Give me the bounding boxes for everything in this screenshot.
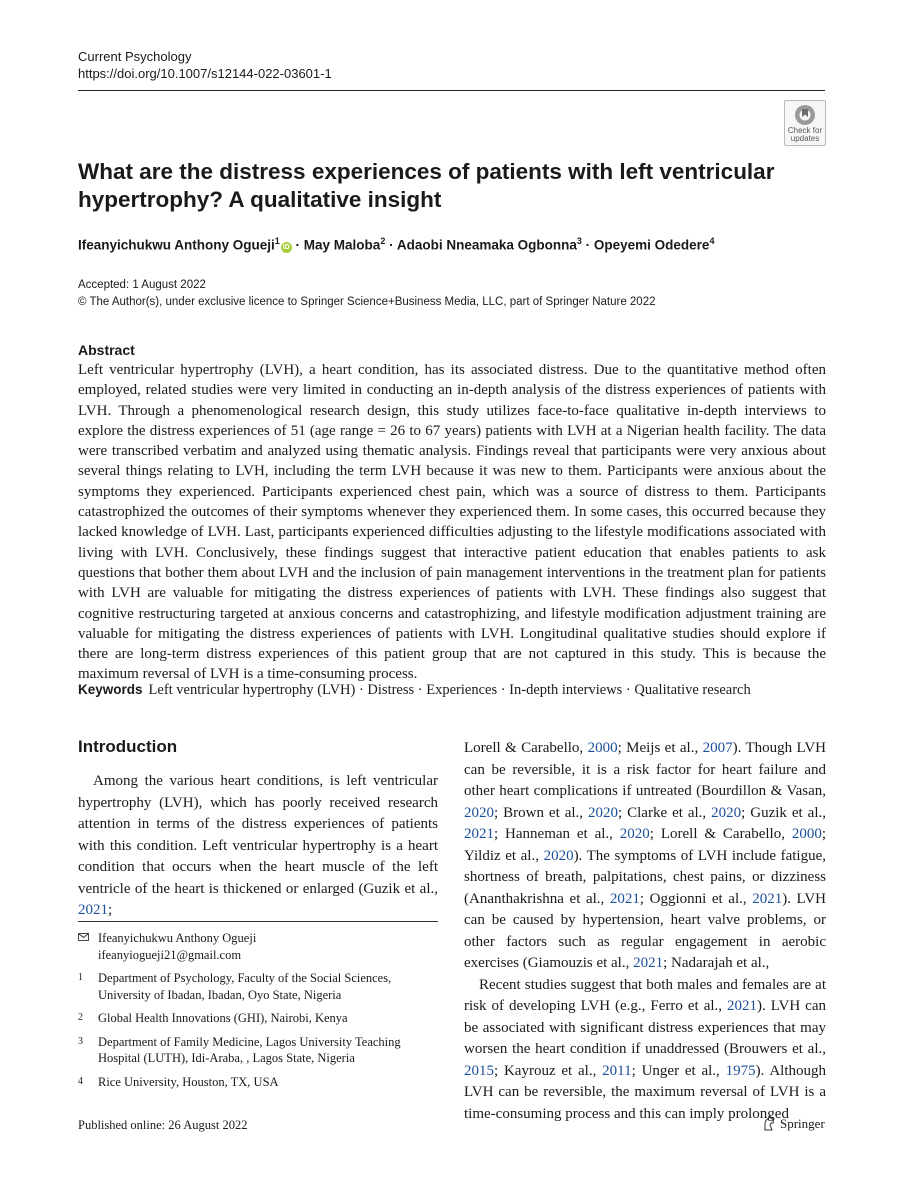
- author-name[interactable]: May Maloba: [303, 237, 381, 253]
- journal-header: [78, 48, 332, 82]
- accepted-date: Accepted: 1 August 2022: [78, 279, 206, 291]
- affiliation-number: 3: [78, 1035, 83, 1047]
- crossmark-icon: [794, 104, 816, 126]
- abstract-heading: Abstract: [78, 342, 135, 358]
- citation-link[interactable]: 2007: [702, 740, 733, 756]
- intro-paragraph: [464, 975, 826, 1126]
- affiliation-text: Department of Psychology, Faculty of the Social Sciences, University of Ibadan, Ibadan, Oyo State, Nigeria: [98, 971, 392, 1002]
- citation-link[interactable]: 2000: [791, 826, 822, 842]
- author-name[interactable]: Adaobi Nneamaka Ogbonna: [396, 237, 577, 253]
- citation-link[interactable]: 1975: [725, 1062, 756, 1079]
- body-text: ). Though LVH can be reversible, it is a risk factor for heart failure and other heart complications if untreated (Bourdillon & Vasan,: [464, 740, 826, 799]
- keywords-line: [78, 682, 826, 699]
- body-text: ; Meijs et al.,: [617, 740, 703, 756]
- body-text: ). The symptoms of LVH include fatigue, shortness of breath, palpitations, chest pains, or dizziness (Ananthakrishna et al.,: [464, 847, 826, 907]
- citation-link[interactable]: 2020: [464, 804, 494, 821]
- body-text: ; Lorell & Carabello,: [649, 826, 792, 842]
- published-date: Published online: 26 August 2022: [78, 1118, 248, 1132]
- citation-link[interactable]: 2011: [602, 1062, 632, 1079]
- citation-link[interactable]: 2021: [78, 902, 108, 918]
- body-text: ; Guzik et al.,: [741, 804, 826, 821]
- intro-paragraph: [464, 738, 826, 975]
- copyright-notice: © The Author(s), under exclusive licence to Springer Science+Business Media, LLC, part of Springer Nature 2022: [78, 296, 656, 308]
- body-text: ; Oggionni et al.,: [639, 890, 753, 907]
- correspondence-note: [78, 930, 438, 963]
- affiliation-item: [78, 1010, 438, 1027]
- affiliation-number: 4: [78, 1075, 83, 1087]
- affiliation-number: 2: [78, 1012, 83, 1023]
- citation-link[interactable]: 2020: [619, 826, 650, 842]
- body-text: ; Hanneman et al.,: [494, 826, 620, 842]
- badge-line-2: updates: [790, 134, 820, 143]
- affiliation-text: Rice University, Houston, TX, USA: [98, 1074, 279, 1089]
- body-text: Recent studies suggest that both males and females are at risk of developing LVH (e.g., Ferro et al.,: [464, 976, 826, 1014]
- publisher-logo: [762, 1115, 825, 1132]
- affiliation-number: 1: [78, 972, 83, 983]
- author-affiliation-mark: 4: [709, 236, 715, 246]
- body-text: ; Nadarajah et al.,: [663, 955, 770, 971]
- citation-link[interactable]: 2000: [587, 740, 618, 756]
- body-text: ). LVH can be associated with significant distress experiences that may worsen the heart condition if unaddressed (Brouwers et al.,: [464, 998, 826, 1057]
- citation-link[interactable]: 2021: [727, 998, 758, 1014]
- article-title: What are the distress experiences of patients with left ventricular hypertrophy? A qualitative insight: [78, 159, 775, 212]
- publisher-name: Springer: [780, 1116, 825, 1131]
- body-text: ;: [108, 902, 113, 918]
- citation-link[interactable]: 2021: [464, 826, 494, 842]
- citation-link[interactable]: 2021: [633, 955, 664, 971]
- envelope-icon: [78, 933, 89, 941]
- body-text: ; Clarke et al.,: [618, 804, 712, 821]
- body-text: ; Unger et al.,: [631, 1062, 726, 1079]
- header-rule: [78, 90, 825, 91]
- journal-name: Current Psychology: [78, 49, 192, 64]
- body-text: Lorell & Carabello,: [464, 740, 588, 756]
- affiliation-item: [78, 970, 438, 1003]
- author-name[interactable]: Opeyemi Odedere: [593, 237, 710, 253]
- body-text: ; Kayrouz et al.,: [494, 1062, 603, 1079]
- body-text: Among the various heart conditions, is left ventricular hypertrophy (LVH), which has poorly received research attention in terms of the distress experiences of patients with this condition. Left ventricular hypertrophy is a heart condition that occurs when the heart muscle of the left ventricle of the heart is thickened or enlarged (Guzik et al.,: [78, 773, 438, 897]
- body-text: ). LVH can be caused by hypertension, heart valve problems, or other factors such as regular engagement in aerobic exercises (Giamouzis et al.,: [464, 890, 826, 971]
- abstract-text: Left ventricular hypertrophy (LVH), a heart condition, has its associated distress. Due to the quantitative method often employed, related studies were very limited in conducting an in-depth analysis of the distress experiences of patients with LVH. Through a phenomenological research design, this study utilizes face-to-face qualitative in-depth interviews to explore the distress experiences of 51 (age range = 26 to 67 years) patients with LVH at a Nigerian health facility. The data were transcribed verbatim and analyzed using thematic analysis. Findings reveal that participants were very anxious about several things relating to LVH, including the term LVH because it was new to them. Participants were anxious about the symptoms they experienced. Participants experienced chest pain, which was a source of distress to them. Participants catastrophized the outcomes of their symptoms whenever they experienced them. In some cases, this occurred because they lacked knowledge of LVH. Last, participants experienced difficulties adjusting to the lifestyle modifications associated with living with LVH. Conclusively, these findings suggest that interactive patient education that enables patients to ask questions that bother them about LVH and the inclusion of pain management interventions in the treatment plan for patients with LVH are valuable for mitigating the distress experiences of patients with LVH. These findings also suggest that cognitive restructuring targeted at anxious concerns and catastrophizing, and lifestyle modification adjustment training are valuable for mitigating the distress experiences of patients with LVH. Longitudinal qualitative studies should explore if there are long-term distress experiences of this patient group that are not captured in this study. This is because the maximum reversal of LVH is a time-consuming process.: [78, 362, 826, 683]
- springer-horse-icon: [762, 1115, 776, 1131]
- citation-link[interactable]: 2020: [588, 804, 618, 821]
- citation-link[interactable]: 2015: [464, 1062, 494, 1079]
- affiliation-text: Department of Family Medicine, Lagos University Teaching Hospital (LUTH), Idi-Araba, , Lagos State, Nigeria: [98, 1034, 401, 1065]
- citation-link[interactable]: 2021: [609, 890, 640, 907]
- citation-link[interactable]: 2021: [752, 890, 783, 907]
- check-for-updates-badge[interactable]: [784, 100, 826, 146]
- author-name[interactable]: Ifeanyichukwu Anthony Ogueji: [78, 237, 275, 253]
- orcid-icon[interactable]: iD: [282, 243, 290, 251]
- citation-link[interactable]: 2020: [543, 847, 574, 864]
- body-text: ). Although LVH can be reversible, the maximum reversal of LVH is a time-consuming process and this can imply prolonged: [464, 1062, 826, 1122]
- keywords-label: Keywords: [78, 682, 143, 697]
- footnote-rule: [78, 921, 438, 922]
- author-affiliation-mark: 3: [576, 236, 582, 246]
- author-affiliation-mark: 2: [380, 236, 386, 246]
- keywords-list: Left ventricular hypertrophy (LVH) · Distress · Experiences · In-depth interviews · Qualitative research: [148, 682, 751, 698]
- author-footnotes: [78, 930, 438, 1097]
- body-text: ; Yildiz et al.,: [464, 826, 827, 864]
- correspondence-email[interactable]: ifeanyiogueji21@gmail.com: [98, 947, 242, 962]
- correspondence-name: Ifeanyichukwu Anthony Ogueji: [98, 931, 257, 945]
- body-text: ; Brown et al.,: [494, 804, 588, 821]
- affiliation-item: [78, 1034, 438, 1067]
- citation-link[interactable]: 2020: [711, 804, 742, 821]
- affiliation-item: [78, 1074, 438, 1091]
- left-column: [78, 771, 438, 922]
- author-list: Ifeanyichukwu Anthony Ogueji$^1$iD · May Maloba$^2$ · Adaobi Nneamaka Ogbonna$^3$ · Opeyemi Odedere$^4$: [78, 236, 715, 253]
- affiliation-text: Global Health Innovations (GHI), Nairobi, Kenya: [98, 1011, 348, 1025]
- doi-link[interactable]: https://doi.org/10.1007/s12144-022-03601-1: [78, 66, 332, 81]
- author-affiliation-mark: 1: [274, 236, 280, 246]
- introduction-heading: Introduction: [78, 737, 178, 756]
- intro-paragraph: [78, 771, 438, 922]
- badge-line-1: Check for: [787, 126, 823, 135]
- right-column: [464, 738, 826, 1125]
